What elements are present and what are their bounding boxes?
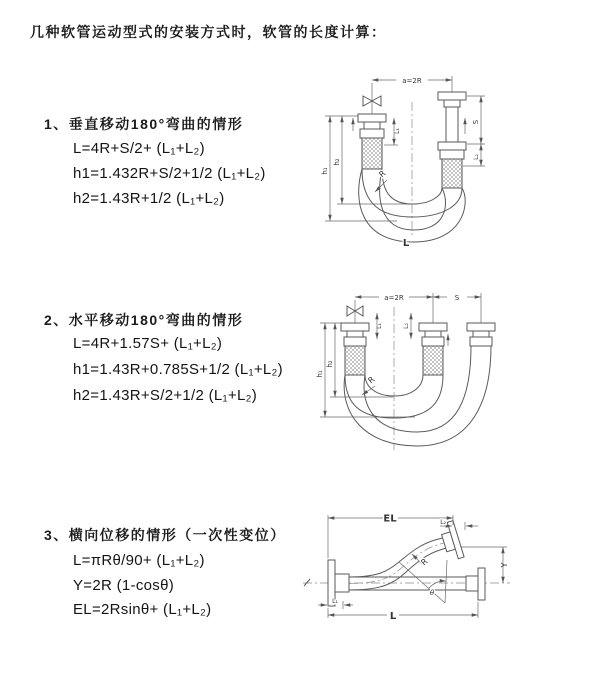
middle-fitting bbox=[419, 323, 447, 375]
dimension-label: L₂ bbox=[473, 154, 480, 160]
dimension-label: h₁ bbox=[321, 167, 329, 175]
dimension-l2 bbox=[440, 519, 478, 530]
formula-line: L=4R+S/2+ (L₁+L₂) bbox=[73, 140, 205, 157]
straight-hose-position bbox=[349, 577, 466, 590]
dimension-label: h₁ bbox=[316, 370, 324, 378]
dimension-label: a=2R bbox=[402, 77, 422, 85]
dimension-s bbox=[433, 294, 481, 302]
dimension-h1 bbox=[321, 116, 397, 221]
radius-label: R bbox=[419, 556, 430, 568]
dimension-label: L₂ bbox=[403, 323, 410, 329]
right-fitting bbox=[438, 92, 466, 188]
hose-u-bend bbox=[344, 346, 491, 446]
dimension-label: h₂ bbox=[333, 158, 341, 166]
moved-fitting bbox=[467, 323, 495, 346]
dimension-l2 bbox=[403, 313, 411, 339]
dimension-label: EL bbox=[383, 513, 397, 525]
dimension-a2r bbox=[355, 294, 433, 302]
dimension-label: S bbox=[454, 294, 460, 302]
dimension-label: h₂ bbox=[326, 360, 334, 368]
dimension-l1 bbox=[384, 118, 401, 145]
dimension-l1 bbox=[376, 313, 383, 339]
section-2-heading: 2、水平移动180°弯曲的情形 bbox=[44, 312, 244, 328]
dimension-label: L bbox=[389, 611, 397, 622]
dimension-label: a=2R bbox=[384, 294, 404, 302]
radius-label: R bbox=[366, 374, 377, 386]
formula-line: Y=2R (1-cosθ) bbox=[73, 577, 175, 594]
diagram-vertical-180-bend bbox=[300, 65, 590, 260]
formula-line: h1=1.432R+S/2+1/2 (L₁+L₂) bbox=[73, 165, 266, 182]
right-flange bbox=[466, 568, 485, 600]
valve-icon bbox=[363, 83, 381, 114]
diagram-horizontal-180-bend bbox=[305, 282, 600, 460]
formula-line: L=πRθ/90+ (L₁+L₂) bbox=[73, 552, 205, 569]
angle-construction bbox=[399, 560, 447, 603]
dimension-s bbox=[467, 96, 485, 144]
dimension-a2r bbox=[372, 76, 452, 92]
dimension-el bbox=[328, 514, 453, 559]
formula-line: h1=1.43R+0.785S+1/2 (L₁+L₂) bbox=[73, 361, 283, 378]
formula-line: h2=1.43R+S/2+1/2 (L₁+L₂) bbox=[73, 387, 258, 404]
section-3-heading: 3、横向位移的情形（一次性变位） bbox=[44, 527, 286, 543]
dimension-l1 bbox=[318, 598, 353, 609]
valve-icon bbox=[347, 300, 363, 323]
left-fitting bbox=[358, 114, 386, 169]
section-1-heading: 1、垂直移动180°弯曲的情形 bbox=[44, 116, 244, 132]
dimension-label: L₁ bbox=[376, 323, 383, 329]
dimension-label: L₁ bbox=[394, 128, 401, 134]
page-title: 几种软管运动型式的安装方式时，软管的长度计算： bbox=[30, 24, 387, 40]
left-fitting bbox=[341, 323, 369, 375]
dimension-label: L₁ bbox=[332, 598, 338, 605]
formula-line: h2=1.43R+1/2 (L₁+L₂) bbox=[73, 190, 225, 207]
length-label: L bbox=[402, 238, 410, 249]
diagram-lateral-displacement bbox=[295, 500, 600, 650]
centerline-mark bbox=[304, 579, 310, 586]
curved-hose-position bbox=[349, 537, 449, 590]
dimension-label: S bbox=[472, 119, 480, 125]
formula-line: L=4R+1.57S+ (L₁+L₂) bbox=[73, 335, 223, 352]
radius-label: R bbox=[377, 168, 388, 180]
moved-flange bbox=[439, 521, 464, 562]
formula-line: EL=2Rsinθ+ (L₁+L₂) bbox=[73, 601, 212, 618]
angle-label: θ bbox=[429, 589, 435, 597]
dimension-label: Y bbox=[500, 562, 509, 568]
dimension-label: L₂ bbox=[440, 519, 446, 526]
